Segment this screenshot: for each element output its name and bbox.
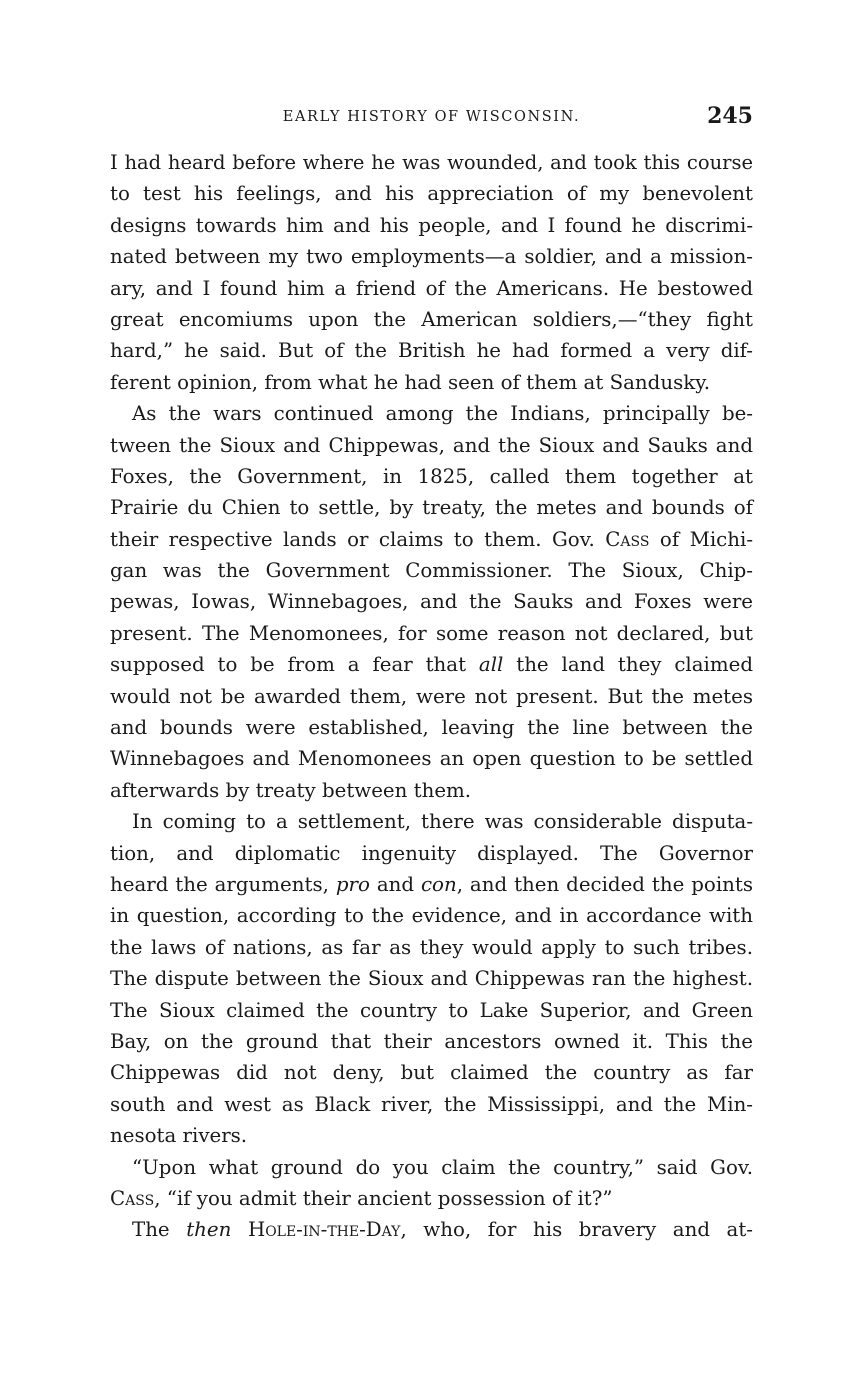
text-line: Prairie du Chien to settle, by treaty, the metes and bounds of <box>110 496 753 520</box>
text-line: Foxes, the Government, in 1825, called them together at <box>110 464 753 488</box>
text-line: As the wars continued among the Indians, principally be- <box>132 402 753 426</box>
text-line: great encomiums upon the American soldiers,—“they fight <box>110 307 753 331</box>
italic-text: then <box>186 1218 232 1242</box>
text-line: the laws of nations, as far as they would apply to such tribes. <box>110 935 753 959</box>
text-line: designs towards him and his people, and I found he discrimi- <box>110 213 753 237</box>
text-line: Chippewas did not deny, but claimed the country as far <box>110 1061 753 1085</box>
page-number: 245 <box>707 103 753 129</box>
text-line: to test his feelings, and his appreciation of my benevolent <box>110 182 753 206</box>
text-run: and <box>369 872 421 896</box>
text-line: in question, according to the evidence, and in accordance with <box>110 904 753 928</box>
text-line: present. The Menomonees, for some reason not declared, but <box>110 621 753 645</box>
running-title: EARLY HISTORY OF WISCONSIN. <box>282 109 581 125</box>
text-run: heard the arguments, <box>110 872 336 896</box>
text-line: gan was the Government Commissioner. The Sioux, Chip- <box>110 559 753 583</box>
small-caps-name: Cass <box>110 1186 155 1210</box>
small-caps-name: Hole-in-the-Day <box>247 1218 401 1242</box>
text-line: The dispute between the Sioux and Chippewas ran the highest. <box>110 967 753 991</box>
text-line: ary, and I found him a friend of the Americans. He bestowed <box>110 276 753 300</box>
text-line <box>110 869 753 900</box>
italic-text: all <box>478 653 504 677</box>
text-line: afterwards by treaty between them. <box>110 778 472 802</box>
body-text <box>110 147 753 1246</box>
text-run: supposed to be from a fear that <box>110 653 479 677</box>
text-line: nesota rivers. <box>110 1124 248 1148</box>
text-line: “Upon what ground do you claim the country,” said Gov. <box>132 1155 753 1179</box>
text-run: , who, for his bravery and at- <box>400 1218 753 1242</box>
text-line <box>110 649 753 680</box>
text-line: south and west as Black river, the Mississippi, and the Min- <box>110 1092 753 1116</box>
text-run: the land they claimed <box>503 653 753 677</box>
small-caps-name: Cass <box>605 527 650 551</box>
text-run: , “if you admit their ancient possession of it?” <box>154 1186 613 1210</box>
text-line: ferent opinion, from what he had seen of them at Sandusky. <box>110 370 711 394</box>
text-run: The <box>132 1218 187 1242</box>
italic-text: con <box>420 872 457 896</box>
text-run <box>231 1218 248 1241</box>
text-line: Winnebagoes and Menomonees an open question to be settled <box>110 747 753 771</box>
text-line: The Sioux claimed the country to Lake Superior, and Green <box>110 998 753 1022</box>
text-line <box>110 524 753 555</box>
text-line: I had heard before where he was wounded, and took this course <box>110 151 753 174</box>
text-run: , and then decided the points <box>456 872 753 896</box>
text-run: of Michi- <box>649 527 754 551</box>
text-line <box>110 1183 753 1214</box>
text-line: tween the Sioux and Chippewas, and the Sioux and Sauks and <box>110 433 753 457</box>
text-line: hard,” he said. But of the British he had formed a very dif- <box>110 339 753 363</box>
text-line: In coming to a settlement, there was considerable disputa- <box>132 810 753 834</box>
text-line <box>110 1214 753 1245</box>
italic-text: pro <box>335 872 370 896</box>
text-line: and bounds were established, leaving the line between the <box>110 716 753 740</box>
text-line: tion, and diplomatic ingenuity displayed. The Governor <box>110 841 753 865</box>
text-line: would not be awarded them, were not present. But the metes <box>110 684 753 708</box>
text-line: pewas, Iowas, Winnebagoes, and the Sauks and Foxes were <box>110 590 753 614</box>
text-run: their respective lands or claims to them. Gov. <box>110 527 606 551</box>
text-line: nated between my two employments—a soldier, and a mission- <box>110 245 753 269</box>
running-head <box>110 103 753 133</box>
text-line: Bay, on the ground that their ancestors owned it. This the <box>110 1029 753 1053</box>
